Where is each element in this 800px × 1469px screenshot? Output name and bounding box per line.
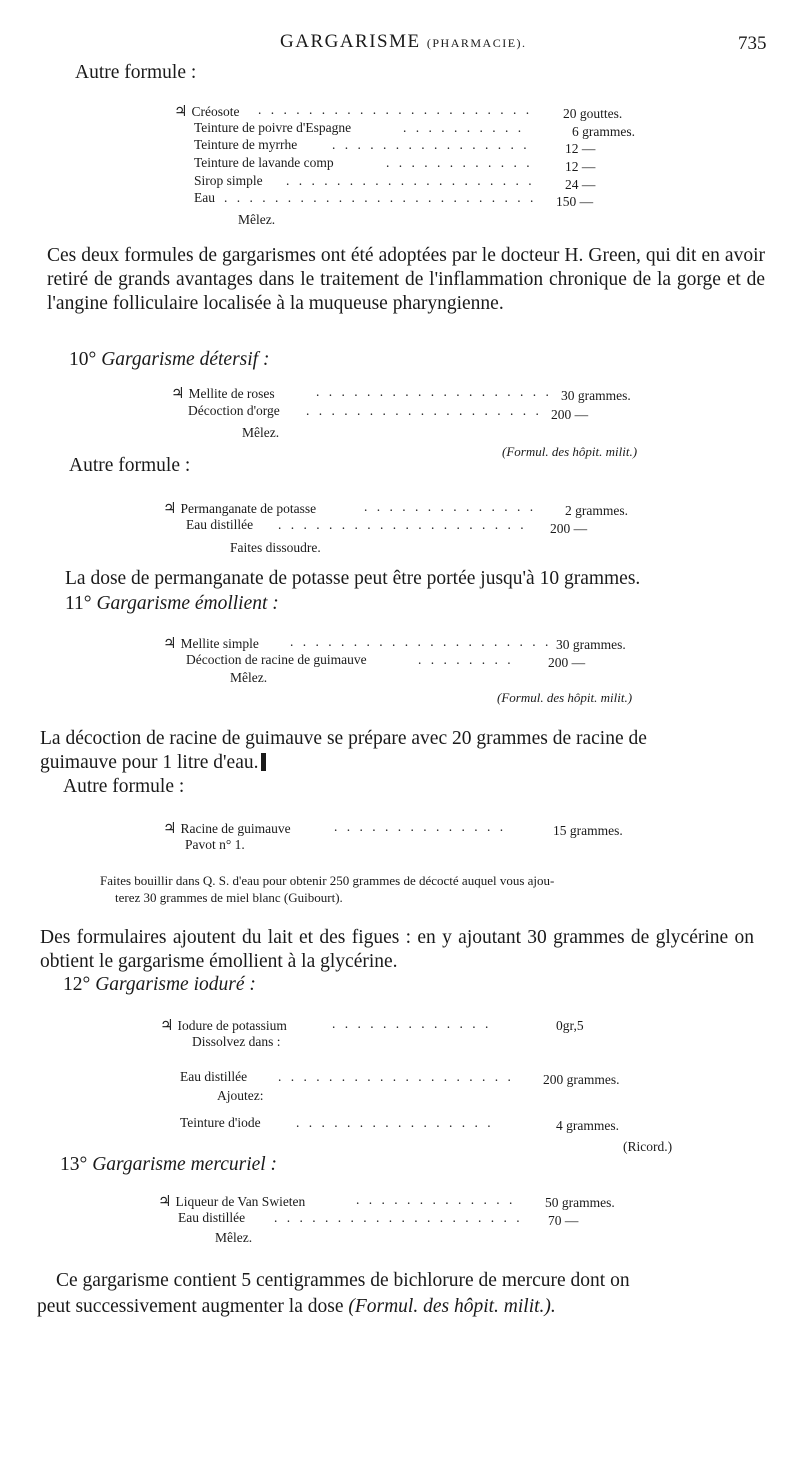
section-name: Gargarisme ioduré : — [95, 974, 256, 995]
section-name: Gargarisme détersif : — [101, 349, 270, 370]
leader-dots: . . . . . . . . . . . . . . . . . . . . — [286, 173, 535, 188]
formula-ingredient: ♃ Mellite simple — [163, 636, 259, 652]
leader-dots: . . . . . . . . . . . . . . . . — [296, 1115, 494, 1130]
leader-dots: . . . . . . . . . . . . . . . . . . . . . . — [258, 102, 533, 117]
formula-quantity: 200 — — [550, 521, 588, 536]
formula-quantity: 150 — — [556, 194, 594, 209]
section-heading: Autre formule : — [69, 455, 191, 476]
leader-dots: . . . . . . . . . . . . . . . . . . . . . . . . . — [224, 190, 537, 205]
formula-instruction: Ajoutez: — [217, 1088, 264, 1103]
body-paragraph-line: La décoction de racine de guimauve se prépare avec 20 grammes de racine de — [40, 728, 647, 749]
formula-ingredient: Eau distillée — [180, 1069, 248, 1084]
leader-dots: . . . . . . . . . . . . . . . . . . . . — [274, 1210, 523, 1225]
body-paragraph-line: Ce gargarisme contient 5 centigrammes de bichlorure de mercure dont on — [56, 1270, 630, 1291]
section-number: 11° — [65, 593, 92, 614]
formula-ingredient: Sirop simple — [194, 173, 263, 188]
formula-ingredient: ♃ Mellite de roses — [171, 386, 275, 402]
source-citation: (Formul. des hôpit. milit.). — [348, 1296, 556, 1317]
formula-ingredient: ♃ Liqueur de Van Swieten — [158, 1194, 306, 1210]
recipe-symbol-icon: ♃ — [163, 821, 177, 837]
formula-ingredient: Teinture d'iode — [180, 1115, 261, 1130]
recipe-symbol-icon: ♃ — [163, 501, 177, 517]
formula-extra-ingredient: Pavot n° 1. — [185, 837, 245, 852]
formula-ingredient: Eau distillée — [186, 517, 254, 532]
formula-quantity: 2 grammes. — [565, 503, 628, 518]
formula-instruction: Dissolvez dans : — [192, 1034, 281, 1049]
leader-dots: . . . . . . . . . . . . . — [332, 1016, 492, 1031]
running-header — [280, 31, 527, 53]
recipe-symbol-icon: ♃ — [163, 636, 177, 652]
formula-quantity: 200 grammes. — [543, 1072, 620, 1087]
section-number: 10° — [69, 349, 97, 370]
leader-dots: . . . . . . . . . . . . — [386, 155, 533, 170]
section-name: Gargarisme mercuriel : — [92, 1154, 278, 1175]
leader-dots: . . . . . . . . . . . . . . . . . . . — [306, 403, 542, 418]
formula-ingredient: ♃ Créosote — [174, 104, 240, 120]
formula-ingredient: Teinture de myrrhe — [194, 137, 298, 152]
leader-dots: . . . . . . . . . . . . . — [356, 1192, 516, 1207]
formula-quantity: 24 — — [565, 177, 596, 192]
header-subtitle: (PHARMACIE). — [426, 36, 527, 50]
source-citation: (Formul. des hôpit. milit.) — [497, 690, 633, 705]
formula-instruction: Mêlez. — [238, 212, 276, 227]
leader-dots: . . . . . . . . . . . . . . . . — [332, 137, 530, 152]
header-title: GARGARISME — [280, 31, 421, 52]
leader-dots: . . . . . . . . . . . . . . — [334, 819, 507, 834]
formula-ingredient: Eau — [194, 190, 215, 205]
formula-quantity: 70 — — [548, 1213, 579, 1228]
formula-ingredient: ♃ Racine de guimauve — [163, 821, 291, 837]
formula-instruction: Mêlez. — [242, 425, 280, 440]
formula-quantity: 200 — — [548, 655, 586, 670]
formula-quantity: 20 gouttes. — [563, 106, 623, 121]
formula-ingredient: Teinture de lavande comp — [194, 155, 334, 170]
body-paragraph-line: peut successivement augmenter la dose (Formul. des hôpit. milit.). — [37, 1296, 556, 1317]
section-title — [60, 1154, 277, 1176]
section-title — [65, 593, 279, 615]
recipe-symbol-icon: ♃ — [174, 104, 188, 120]
body-paragraph: Des formulaires ajoutent du lait et des figues : en y ajoutant 30 grammes de glycérine on obtient le gargarisme émollient à la glycérine. — [40, 927, 754, 972]
source-citation: (Ricord.) — [623, 1139, 673, 1154]
section-title — [69, 349, 269, 371]
section-heading: Autre formule : — [63, 776, 185, 797]
leader-dots: . . . . . . . . . . . . . . — [364, 499, 537, 514]
section-heading: Autre formule : — [75, 62, 197, 83]
formula-ingredient: ♃ Permanganate de potasse — [163, 501, 317, 517]
leader-dots: . . . . . . . . . . . . . . . . . . . — [278, 1069, 514, 1084]
formula-note-line: terez 30 grammes de miel blanc (Guibourt). — [115, 890, 343, 905]
section-number: 12° — [63, 974, 91, 995]
recipe-symbol-icon: ♃ — [158, 1194, 172, 1210]
formula-quantity: 12 — — [565, 141, 596, 156]
formula-instruction: Mêlez. — [230, 670, 268, 685]
leader-dots: . . . . . . . . . . — [403, 120, 525, 135]
formula-quantity: 30 grammes. — [561, 388, 631, 403]
page-number: 735 — [738, 33, 767, 54]
formula-ingredient: Teinture de poivre d'Espagne — [194, 120, 352, 135]
section-number: 13° — [60, 1154, 88, 1175]
formula-instruction: Faites dissoudre. — [230, 540, 321, 555]
recipe-symbol-icon: ♃ — [171, 386, 185, 402]
section-title — [63, 974, 256, 996]
formula-quantity: 0gr,5 — [556, 1018, 584, 1033]
formula-quantity: 12 — — [565, 159, 596, 174]
leader-dots: . . . . . . . . . . . . . . . . . . . — [316, 384, 552, 399]
leader-dots: . . . . . . . . — [418, 652, 514, 667]
formula-quantity: 6 grammes. — [572, 124, 635, 139]
formula-ingredient: Eau distillée — [178, 1210, 246, 1225]
body-paragraph: Ces deux formules de gargarismes ont été adoptées par le docteur H. Green, qui dit en avoir retiré de grands avantages dans le traitement de l'inflammation chronique de la gorge et de l'angine folliculaire localisée à la muqueuse pharyngienne. — [47, 245, 765, 314]
ink-mark — [261, 753, 266, 771]
formula-quantity: 15 grammes. — [553, 823, 623, 838]
section-name: Gargarisme émollient : — [96, 593, 279, 614]
formula-quantity: 4 grammes. — [556, 1118, 619, 1133]
formula-quantity: 200 — — [551, 407, 589, 422]
formula-quantity: 50 grammes. — [545, 1195, 615, 1210]
source-citation: (Formul. des hôpit. milit.) — [502, 444, 638, 459]
formula-ingredient: Décoction d'orge — [188, 403, 280, 418]
formula-quantity: 30 grammes. — [556, 637, 626, 652]
recipe-symbol-icon: ♃ — [160, 1018, 174, 1034]
formula-note-line: Faites bouillir dans Q. S. d'eau pour obtenir 250 grammes de décocté auquel vous ajou- — [100, 873, 555, 888]
formula-instruction: Mêlez. — [215, 1230, 253, 1245]
leader-dots: . . . . . . . . . . . . . . . . . . . . — [278, 517, 527, 532]
body-paragraph-line: guimauve pour 1 litre d'eau. — [40, 752, 266, 774]
formula-ingredient: ♃ Iodure de potassium — [160, 1018, 287, 1034]
leader-dots: . . . . . . . . . . . . . . . . . . . . . — [290, 634, 552, 649]
formula-ingredient: Décoction de racine de guimauve — [186, 652, 367, 667]
body-paragraph: La dose de permanganate de potasse peut être portée jusqu'à 10 grammes. — [65, 568, 641, 589]
